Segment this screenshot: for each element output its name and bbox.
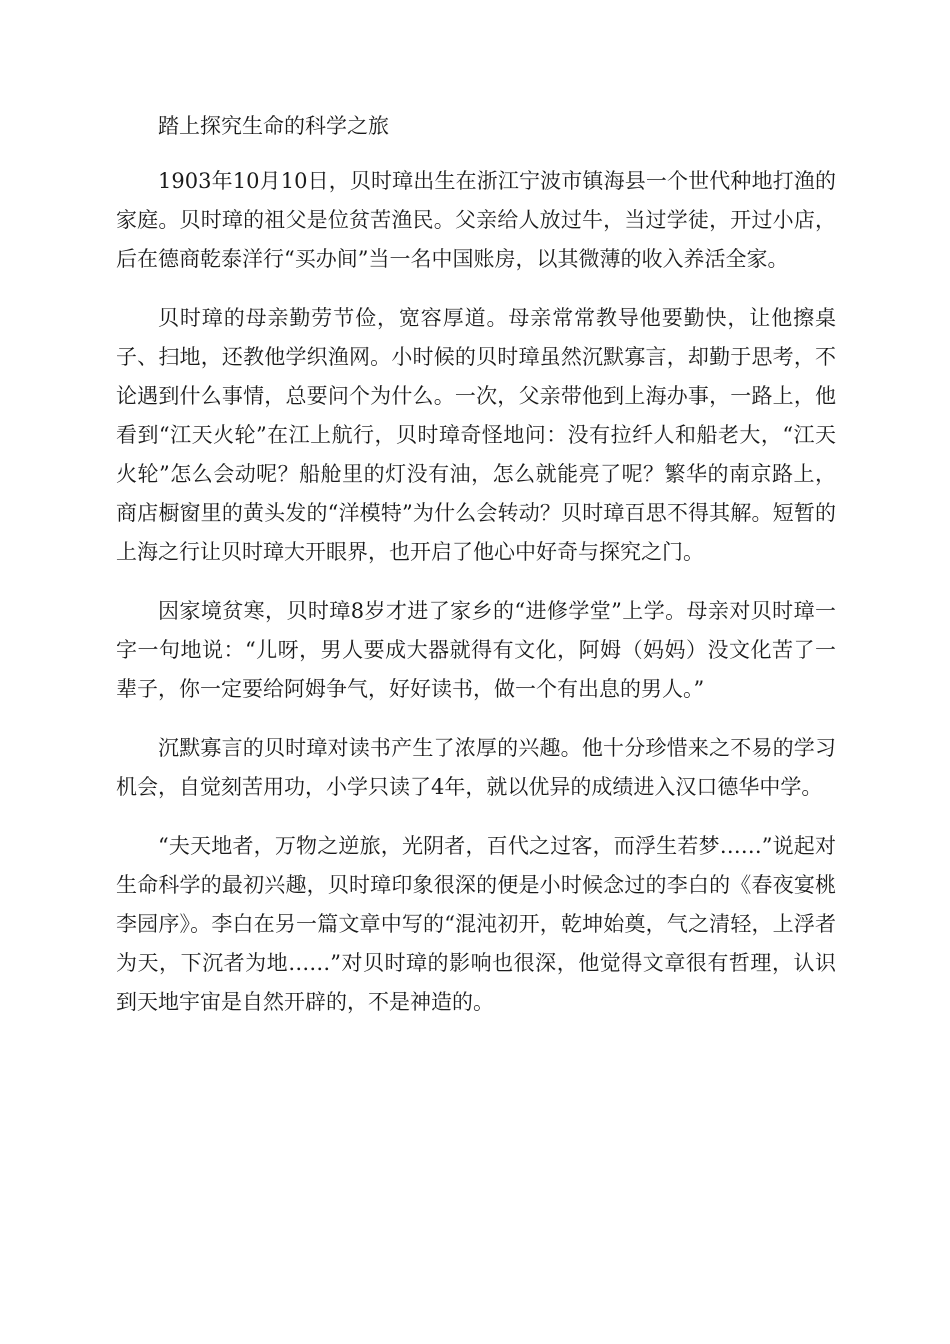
paragraph-li-bai: “夫天地者，万物之逆旅，光阴者，百代之过客，而浮生若梦……”说起对生命科学的最初兴趣，贝时璋印象很深的便是小时候念过的李白的《春夜宴桃李园序》。李白在另一篇文章中写的“混沌初开，乾坤始奠，气之清轻，上浮者为天，下沉者为地……”对贝时璋的影响也很深，他觉得文章很有哲理，认识到天地宇宙是自然开辟的，不是神造的。 — [116, 834, 836, 1014]
paragraph-study: 沉默寡言的贝时璋对读书产生了浓厚的兴趣。他十分珍惜来之不易的学习机会，自觉刻苦用功，小学只读了4年，就以优异的成绩进入汉口德华中学。 — [116, 736, 836, 799]
paragraph-birth: 1903年10月10日，贝时璋出生在浙江宁波市镇海县一个世代种地打渔的家庭。贝时璋的祖父是位贫苦渔民。父亲给人放过牛，当过学徒，开过小店，后在德商乾泰洋行“买办间”当一名中国账房，以其微薄的收入养活全家。 — [116, 169, 836, 271]
paragraph-mother: 贝时璋的母亲勤劳节俭，宽容厚道。母亲常常教导他要勤快，让他擦桌子、扫地，还教他学织渔网。小时候的贝时璋虽然沉默寡言，却勤于思考，不论遇到什么事情，总要问个为什么。一次，父亲带他到上海办事，一路上，他看到“江天火轮”在江上航行，贝时璋奇怪地问：没有拉纤人和船老大，“江天火轮”怎么会动呢？船舱里的灯没有油，怎么就能亮了呢？繁华的南京路上，商店橱窗里的黄头发的“洋模特”为什么会转动？贝时璋百思不得其解。短暂的上海之行让贝时璋大开眼界，也开启了他心中好奇与探究之门。 — [116, 306, 836, 564]
document-body — [116, 107, 836, 1042]
paragraph-school: 因家境贫寒，贝时璋8岁才进了家乡的“进修学堂”上学。母亲对贝时璋一字一句地说：“儿呀，男人要成大器就得有文化，阿姆（妈妈）没文化苦了一辈子，你一定要给阿姆争气，好好读书，做一个有出息的男人。” — [116, 599, 836, 701]
section-title: 踏上探究生命的科学之旅 — [158, 114, 389, 138]
